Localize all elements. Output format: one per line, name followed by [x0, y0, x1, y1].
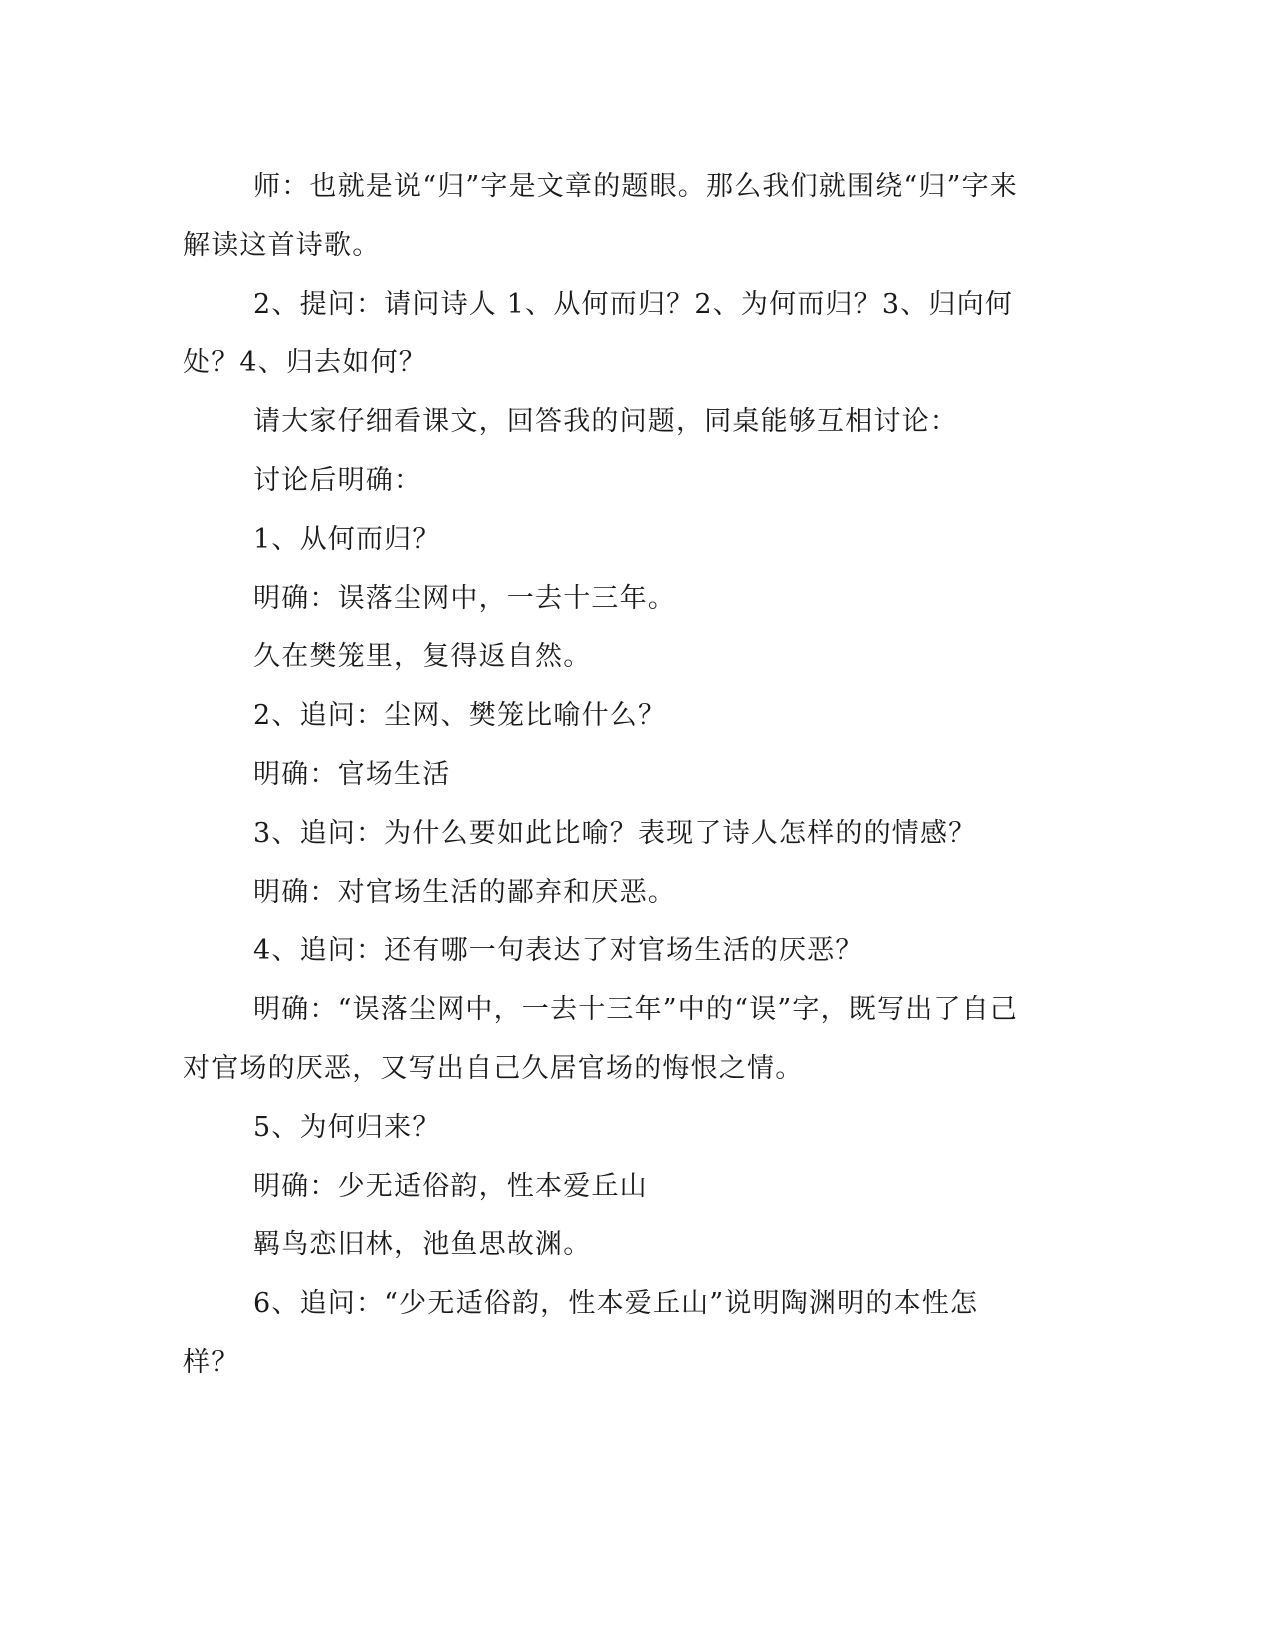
paragraph-answer-1b: 久在樊笼里，复得返自然。	[253, 641, 592, 673]
paragraph-answer-3: 明确：对官场生活的鄙弃和厌恶。	[253, 876, 676, 908]
paragraph-question-3: 3、追问：为什么要如此比喻？表现了诗人怎样的的情感？	[253, 817, 977, 849]
paragraph-question-5: 5、为何归来？	[253, 1111, 441, 1143]
paragraph-title-eye: 师：也就是说“归”字是文章的题眼。那么我们就围绕“归”字来解读这首诗歌。	[183, 171, 1019, 261]
paragraph-discussion: 讨论后明确：	[253, 464, 423, 496]
paragraph-question-2: 2、追问：尘网、樊笼比喻什么？	[253, 700, 667, 732]
paragraph-answer-5b: 羁鸟恋旧林，池鱼思故渊。	[253, 1229, 592, 1261]
paragraph-answer-1: 明确：误落尘网中，一去十三年。	[253, 582, 676, 614]
paragraph-question-list: 2、提问：请问诗人 1、从何而归？2、为何而归？3、归向何处？4、归去如何？	[183, 288, 1014, 379]
paragraph-answer-2: 明确：官场生活	[253, 758, 451, 790]
paragraph-question-4: 4、追问：还有哪一句表达了对官场生活的厌恶？	[253, 935, 864, 967]
paragraph-instruction: 请大家仔细看课文，回答我的问题，同桌能够互相讨论：	[253, 406, 958, 438]
paragraph-question-6: 6、追问：“少无适俗韵，性本爱丘山”说明陶渊明的本性怎样？	[183, 1288, 979, 1378]
paragraph-answer-5: 明确：少无适俗韵，性本爱丘山	[253, 1170, 648, 1202]
paragraph-question-1: 1、从何而归？	[253, 523, 441, 555]
paragraph-answer-4: 明确：“误落尘网中，一去十三年”中的“误”字，既写出了自己对官场的厌恶，又写出自己久居官场的悔恨之情。	[183, 994, 1019, 1084]
document-body	[183, 158, 1029, 1393]
